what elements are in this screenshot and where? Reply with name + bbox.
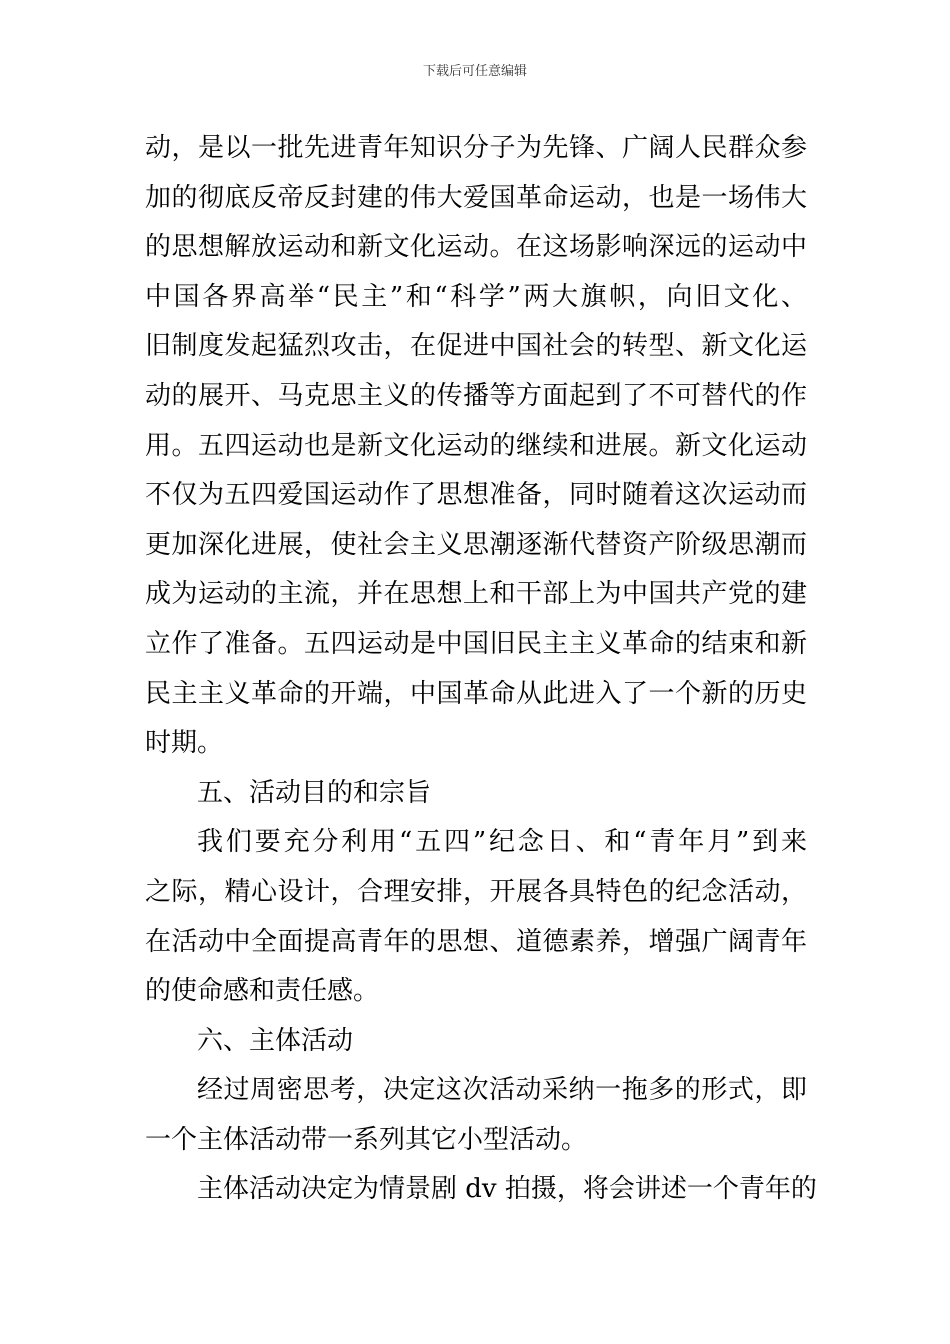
body-line: 成为运动的主流，并在思想上和干部上为中国共产党的建	[145, 579, 807, 610]
body-line: 之际，精心设计，合理安排，开展各具特色的纪念活动，	[145, 876, 807, 907]
document-body	[145, 124, 817, 1215]
body-line: 经过周密思考，决定这次活动采纳一拖多的形式，即	[197, 1075, 807, 1106]
body-line: 立作了准备。五四运动是中国旧民主主义革命的结束和新	[145, 628, 807, 659]
body-line: 旧制度发起猛烈攻击，在促进中国社会的转型、新文化运	[145, 331, 807, 362]
body-line: 时期。	[145, 728, 224, 759]
body-line: 的思想解放运动和新文化运动。在这场影响深远的运动中	[145, 232, 807, 263]
body-line: 更加深化进展，使社会主义思潮逐渐代替资产阶级思潮而	[145, 529, 807, 560]
body-line: 民主主义革命的开端，中国革命从此进入了一个新的历史	[145, 678, 807, 709]
body-line: 不仅为五四爱国运动作了思想准备，同时随着这次运动而	[145, 480, 807, 511]
section-heading: 五、活动目的和宗旨	[197, 777, 432, 808]
body-line: 中国各界高举“民主”和“科学”两大旗帜，向旧文化、	[145, 281, 807, 312]
body-line: 主体活动决定为情景剧 dv 拍摄，将会讲述一个青年的	[197, 1174, 817, 1205]
body-line: 加的彻底反帝反封建的伟大爱国革命运动，也是一场伟大	[145, 182, 807, 213]
body-line: 用。五四运动也是新文化运动的继续和进展。新文化运动	[145, 430, 807, 461]
body-line: 一个主体活动带一系列其它小型活动。	[145, 1124, 588, 1155]
body-line: 我们要充分利用“五四”纪念日、和“青年月”到来	[197, 827, 807, 858]
body-line: 在活动中全面提高青年的思想、道德素养，增强广阔青年	[145, 926, 807, 957]
section-heading: 六、主体活动	[197, 1025, 354, 1056]
body-line: 动的展开、马克思主义的传播等方面起到了不可替代的作	[145, 380, 807, 411]
body-line: 动，是以一批先进青年知识分子为先锋、广阔人民群众参	[145, 133, 807, 163]
body-line: 的使命感和责任感。	[145, 976, 380, 1007]
page-header: 下载后可任意编辑	[422, 64, 527, 79]
